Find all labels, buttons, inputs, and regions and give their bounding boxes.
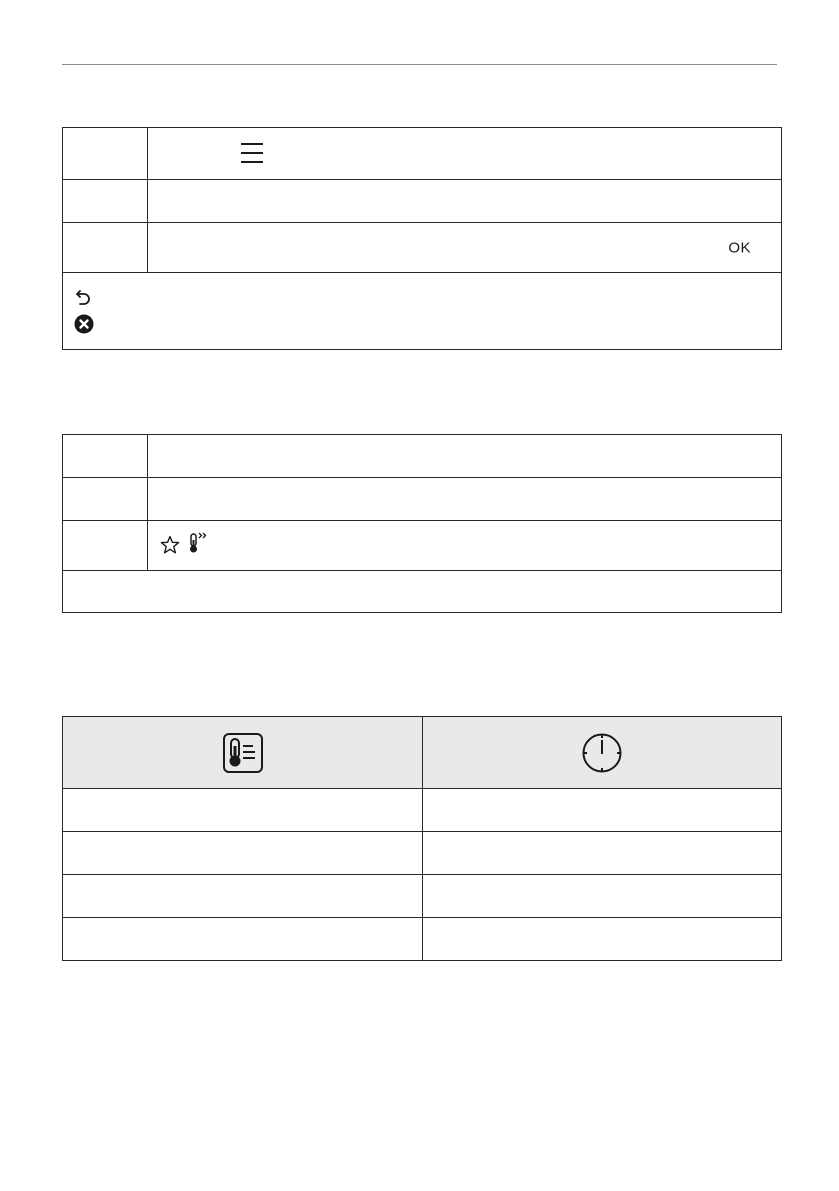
step-text-cell [148,223,782,273]
table-row [63,789,782,832]
table-cell [63,918,423,961]
table-header-row [63,717,782,789]
table-row [63,478,782,521]
column-header-core-temperature [63,717,423,789]
step-text-cell [148,435,782,478]
favourite-star-icon [160,535,180,555]
note-row [63,273,782,350]
core-temperature-icon [222,732,264,774]
step-text-cell [148,521,782,571]
step-number-cell [63,128,148,180]
back-arrow-icon [75,288,93,306]
column-header-time [423,717,782,789]
cancel-circle-icon [74,314,94,334]
table-row [63,875,782,918]
ok-key-label: OK [728,239,751,256]
core-temperature-table [62,716,782,961]
table-cell [423,832,782,875]
header-rule [62,64,777,65]
step-text-cell [148,478,782,521]
step-number-cell [63,180,148,223]
table-cell [63,789,423,832]
table-cell [423,875,782,918]
step-number-cell [63,435,148,478]
table-row [63,223,782,273]
table-row [63,128,782,180]
note-row [63,571,782,613]
clock-icon [581,732,623,774]
steps-table-1 [62,127,782,350]
step-text-cell [148,180,782,223]
table-row [63,435,782,478]
table-cell [63,832,423,875]
note-cell [63,273,782,350]
table-cell [63,875,423,918]
table-row [63,180,782,223]
table-cell [423,789,782,832]
fast-heat-up-icon [188,531,210,555]
step-number-cell [63,478,148,521]
table-row [63,832,782,875]
note-cell [63,571,782,613]
table-cell [423,918,782,961]
steps-table-2 [62,434,782,613]
step-number-cell [63,521,148,571]
table-row [63,918,782,961]
menu-icon [240,142,264,164]
table-row [63,521,782,571]
step-number-cell [63,223,148,273]
step-text-cell [148,128,782,180]
